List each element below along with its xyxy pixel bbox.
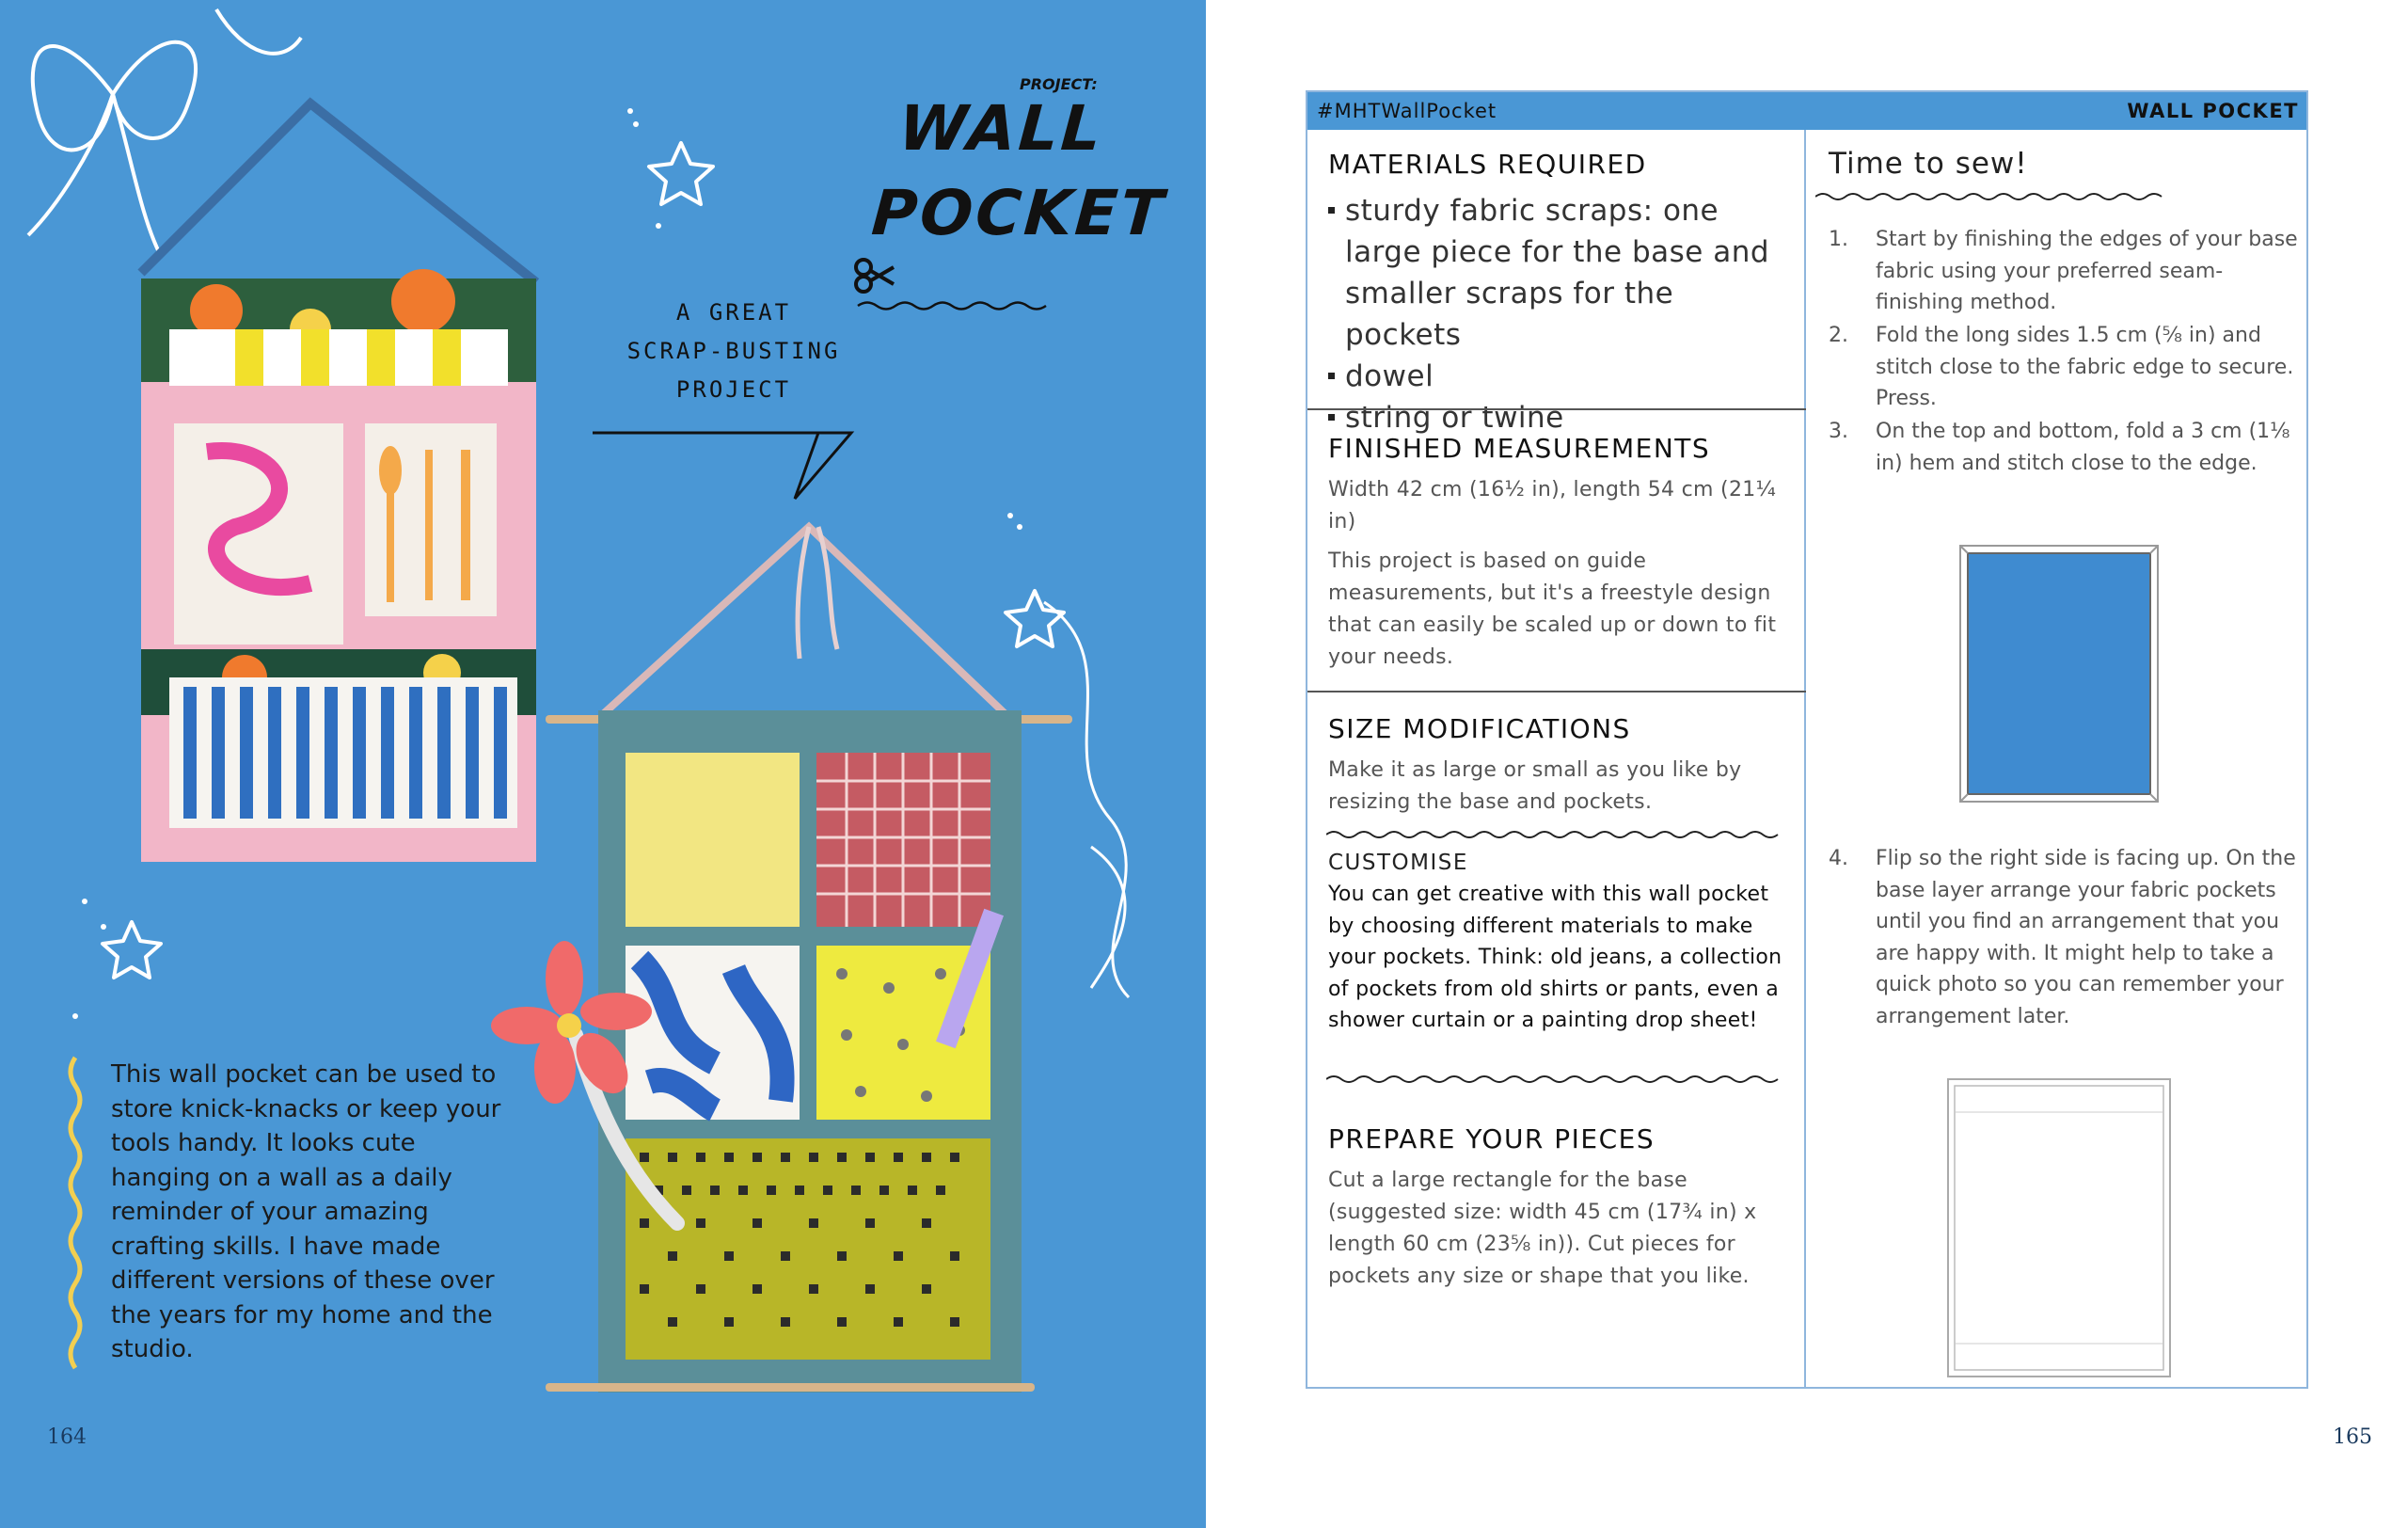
step-text: Flip so the right side is facing up. On the base layer arrange your fabric pockets until you find an arrangement that you are happy with. It might help to take a quick photo so you can remember your arrangement later. (1876, 847, 2296, 1028)
prepare-text: Cut a large rectangle for the base (suggested size: width 45 cm (17¾ in) x length 60 cm (23⅝ in)). Cut pieces for pockets any size or shape that you like. (1328, 1169, 1757, 1288)
bubble-line-3: PROJECT (675, 376, 792, 403)
header-title: WALL POCKET (2127, 100, 2299, 122)
step-number: 3. (1829, 420, 1848, 443)
sew-heading: Time to sew! (1829, 147, 2028, 181)
title-line-1: WALL (895, 92, 1106, 165)
customise-text: You can get creative with this wall pocket by choosing different materials to make your pockets. Think: old jeans, a collection of pockets from old shirts or pants, even a shower curtain or a painting drop sheet! (1328, 883, 1782, 1032)
step-4 (1829, 843, 2299, 1032)
material-item: string or twine (1326, 397, 1797, 438)
size-modifications-text: Make it as large or small as you like by resizing the base and pockets. (1328, 758, 1742, 814)
instruction-frame (1306, 90, 2308, 1389)
size-modifications-heading: SIZE MODIFICATIONS (1328, 713, 1631, 744)
step-text: Fold the long sides 1.5 cm (⅝ in) and stitch close to the fabric edge to secure. Press. (1876, 324, 2294, 410)
divider (1307, 691, 1806, 692)
materials-column (1307, 130, 1806, 1387)
step-2 (1829, 320, 2299, 415)
title-line-2: POCKET (869, 177, 1168, 249)
bubble-line-1: A GREAT (675, 299, 792, 326)
material-item: dowel (1326, 356, 1797, 397)
hashtag: #MHTWallPocket (1317, 100, 1497, 122)
scissors-icon (856, 260, 894, 292)
step-1 (1829, 224, 2299, 319)
divider (1307, 408, 1806, 410)
prepare-heading: PREPARE YOUR PIECES (1328, 1123, 1656, 1154)
step-number: 2. (1829, 324, 1848, 347)
finished-note: This project is based on guide measurements, but it's a freestyle design that can easily be scaled up or down to fit your needs. (1328, 549, 1777, 669)
step-text: On the top and bottom, fold a 3 cm (1⅛ in) hem and stitch close to the edge. (1876, 420, 2290, 475)
header-bar (1307, 92, 2306, 130)
project-title (869, 87, 1168, 256)
finished-size: Width 42 cm (16½ in), length 54 cm (21¼ in) (1328, 478, 1777, 533)
speech-bubble-tail (593, 433, 851, 499)
materials-heading: MATERIALS REQUIRED (1328, 149, 1647, 180)
hem-diagram (1949, 534, 2175, 826)
step-number: 1. (1829, 228, 1848, 251)
wavy-divider (1326, 1073, 1787, 1086)
speech-bubble-text (602, 294, 865, 409)
page-number-right: 165 (2333, 1425, 2372, 1449)
step-text: Start by finishing the edges of your base fabric using your preferred seam-finishing method. (1876, 228, 2298, 314)
step-number: 4. (1829, 847, 1848, 870)
page-number-left: 164 (47, 1425, 87, 1449)
wavy-underline (1815, 190, 2173, 203)
sewing-column (1808, 130, 2306, 1387)
bubble-line-2: SCRAP-BUSTING (626, 338, 841, 364)
back-wall-pocket (141, 103, 536, 862)
wavy-divider (1326, 828, 1787, 841)
intro-paragraph: This wall pocket can be used to store knick-knacks or keep your tools handy. It looks cute hanging on a wall as a daily reminder of your amazing crafting skills. I have made different versions of these over the years for my home and the studio. (111, 1060, 501, 1363)
front-wall-pocket (491, 527, 1072, 1393)
base-layer-diagram (1943, 1074, 2178, 1385)
bow-doodle (28, 9, 301, 254)
step-3 (1829, 416, 2299, 479)
material-item: sturdy fabric scraps: one large piece for the base and smaller scraps for the pockets (1326, 190, 1797, 356)
customise-heading: CUSTOMISE (1328, 851, 1468, 875)
project-label: PROJECT: (1020, 75, 1098, 93)
materials-list (1326, 190, 1797, 438)
finished-measurements-heading: FINISHED MEASUREMENTS (1328, 433, 1711, 464)
right-page (1206, 0, 2408, 1528)
